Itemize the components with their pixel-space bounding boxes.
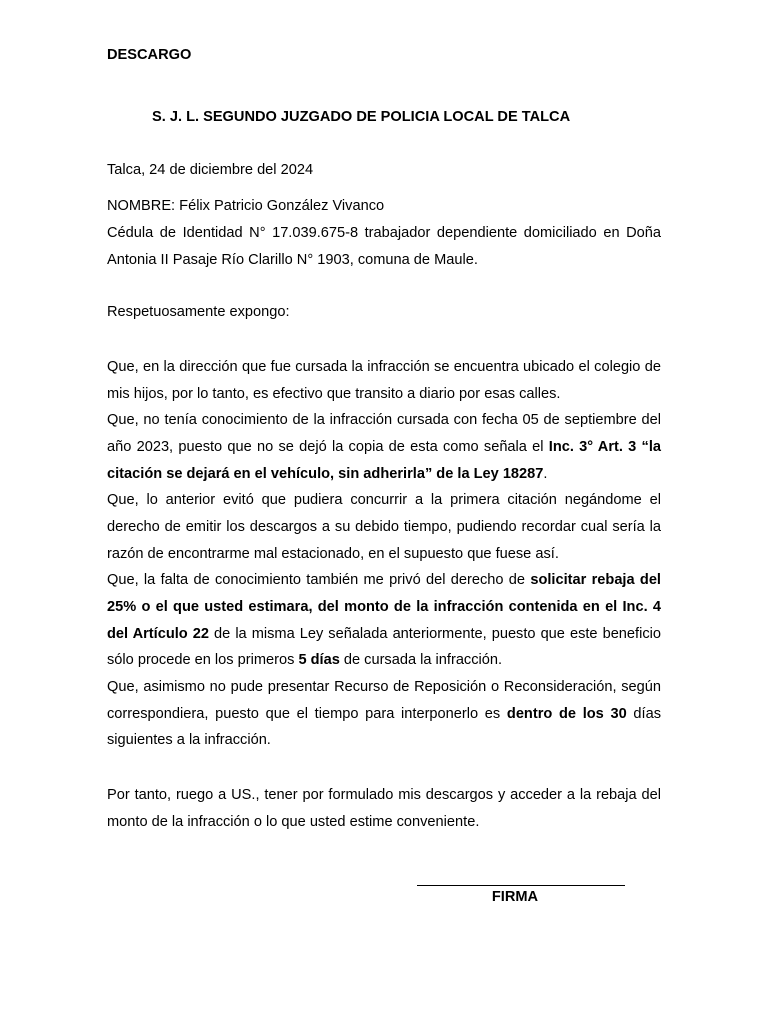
opening-line: Respetuosamente expongo: [107, 304, 290, 320]
paragraph-5-text-a: Que, asimismo no pude presentar Recurso de Reposición o Reconsideración, según correspondiera, puesto que el tiempo para interponerlo es [107, 678, 661, 722]
paragraph-4 [107, 567, 661, 674]
paragraph-4-bold-a: solicitar rebaja del 25% o el que usted estimara, del monto de la infracción contenida en el Inc. 4 del Artículo 22 [107, 572, 661, 642]
paragraph-5-bold: dentro de los 30 [506, 705, 627, 722]
paragraph-2-text-c: . [543, 465, 548, 482]
paragraph-4-text-c: de la misma Ley señalada anteriormente, puesto que este beneficio sólo procede en los primeros [107, 625, 661, 669]
id-address-paragraph [107, 220, 661, 273]
name-line: NOMBRE: Félix Patricio González Vivanco [107, 198, 385, 214]
signature-line [417, 885, 625, 886]
paragraph-5 [107, 674, 661, 754]
paragraph-4-text-a: Que, la falta de conocimiento también me privó del derecho de [107, 572, 531, 589]
paragraph-2-text-a: Que, no tenía conocimiento de la infracción cursada con fecha 05 de septiembre del año 2023, puesto que no se dejó la copia de esta como señala el [107, 412, 661, 455]
paragraph-4-text-e: de cursada la infracción. [339, 652, 503, 669]
court-heading: S. J. L. SEGUNDO JUZGADO DE POLICIA LOCAL DE TALCA [152, 109, 571, 125]
paragraph-1: Que, en la dirección que fue cursada la infracción se encuentra ubicado el colegio de mis hijos, por lo tanto, es efectivo que transito a diario por esas calles. [107, 359, 661, 402]
signature-label: FIRMA [491, 889, 539, 905]
paragraph-3: Que, lo anterior evitó que pudiera concurrir a la primera citación negándome el derecho de emitir los descargos a su debido tiempo, pudiendo recordar cual sería la razón de encontrarme mal estacionado, en el supuesto que fuese así. [107, 492, 661, 562]
paragraph-2 [107, 407, 661, 487]
closing-text: Por tanto, ruego a US., tener por formulado mis descargos y acceder a la rebaja del monto de la infracción o lo que usted estime conveniente. [107, 787, 661, 830]
body-paragraphs [107, 354, 661, 754]
document-type-heading: DESCARGO [107, 47, 192, 63]
paragraph-5-text-c: días siguientes a la infracción. [107, 705, 661, 749]
id-line: Cédula de Identidad N° 17.039.675-8 trabajador dependiente domiciliado en Doña Antonia II Pasaje Río Clarillo N° 1903, comuna de Maule. [107, 225, 661, 268]
place-date: Talca, 24 de diciembre del 2024 [107, 162, 314, 178]
closing-paragraph [107, 782, 661, 835]
paragraph-2-bold: Inc. 3° Art. 3 “la citación se dejará en el vehículo, sin adherirla” de la Ley 18287 [107, 438, 661, 482]
paragraph-4-bold-d: 5 días [298, 652, 340, 669]
